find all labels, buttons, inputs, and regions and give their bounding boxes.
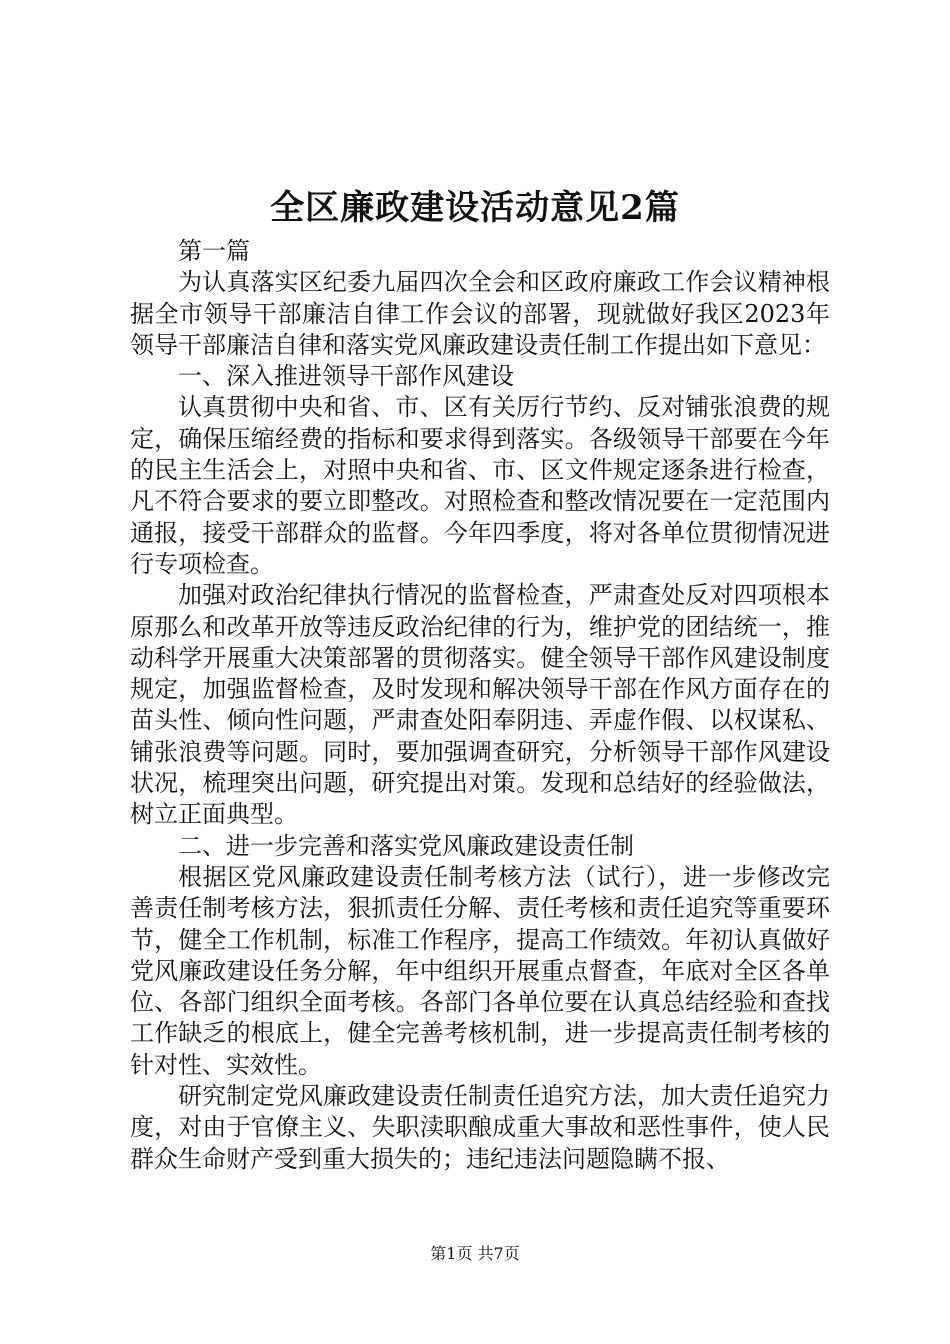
document-title: 全区廉政建设活动意见2篇 [270,188,680,228]
paragraph: 根据区党风廉政建设责任制考核方法（试行），进一步修改完善责任制考核方法，狠抓责任分解、责任考核和责任追究等重要环节，健全工作机制，标准工作程序，提高工作绩效。年初认真做好党风廉政建设任务分解，年中组织开展重点督查，年底对全区各单位、各部门组织全面考核。各部门各单位要在认真总结经验和查找工作缺乏的根底上，健全完善考核机制，进一步提高责任制考核的针对性、实效性。 [130,862,830,1079]
paragraph: 加强对政治纪律执行情况的监督检查，严肃查处反对四项根本原那么和改革开放等违反政治纪律的行为，维护党的团结统一，推动科学开展重大决策部署的贯彻落实。健全领导干部作风建设制度规定，加强监督检查，及时发现和解决领导干部在作风方面存在的苗头性、倾向性问题，严肃查处阳奉阴违、弄虚作假、以权谋私、铺张浪费等问题。同时，要加强调查研究，分析领导干部作风建设状况，梳理突出问题，研究提出对策。发现和总结好的经验做法，树立正面典型。 [130,581,830,829]
section-heading: 第一篇 [178,237,250,265]
paragraph: 研究制定党风廉政建设责任制责任追究方法，加大责任追究力度，对由于官僚主义、失职渎职酿成重大事故和恶性事件，使人民群众生命财产受到重大损失的；违纪违法问题隐瞒不报、 [130,1082,830,1173]
section-heading: 二、进一步完善和落实党风廉政建设责任制 [178,831,634,860]
paragraph: 认真贯彻中央和省、市、区有关厉行节约、反对铺张浪费的规定，确保压缩经费的指标和要求得到落实。各级领导干部要在今年的民主生活会上，对照中央和省、市、区文件规定逐条进行检查，凡不符合要求的要立即整改。对照检查和整改情况要在一定范围内通报，接受干部群众的监督。今年四季度，将对各单位贯彻情况进行专项检查。 [130,393,830,578]
document-body [130,236,830,1175]
paragraph: 为认真落实区纪委九届四次全会和区政府廉政工作会议精神根据全市领导干部廉洁自律工作会议的部署，现就做好我区2023年领导干部廉洁自律和落实党风廉政建设责任制工作提出如下意见： [130,268,830,359]
page-footer: 第1页 共7页 [430,1244,520,1263]
section-heading: 一、深入推进领导干部作风建设 [178,362,514,391]
